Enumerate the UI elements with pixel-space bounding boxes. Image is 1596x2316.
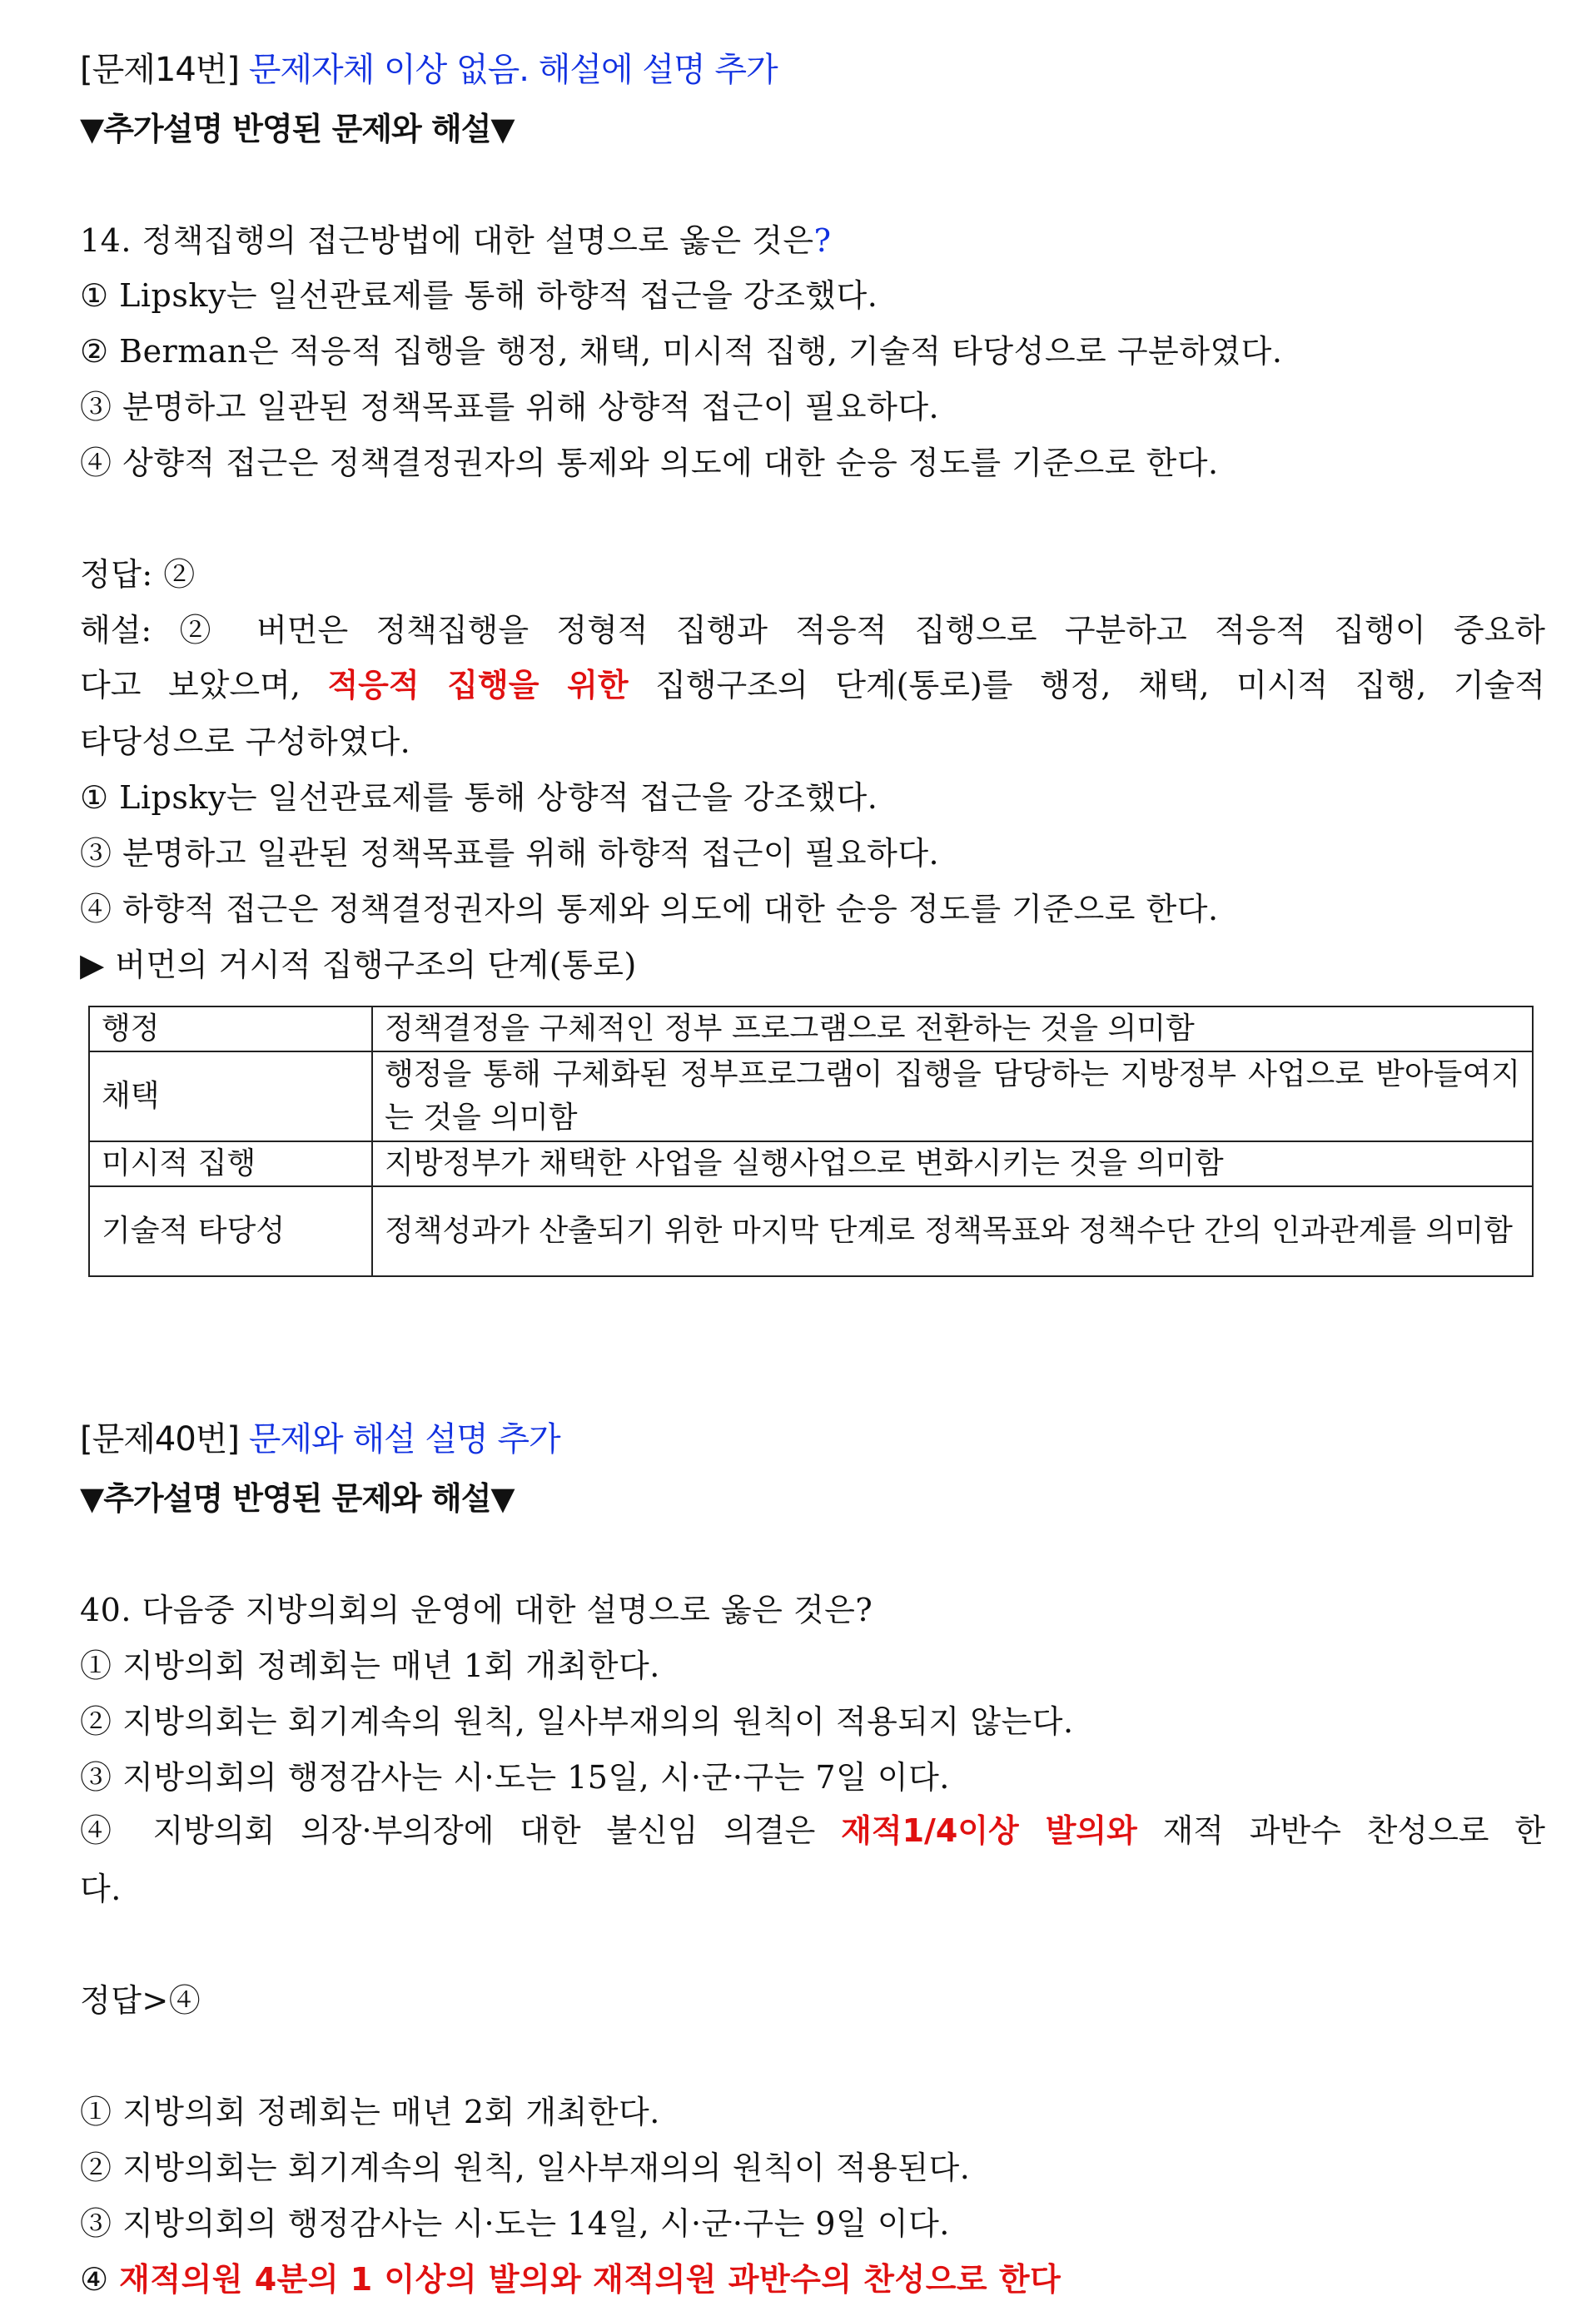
header-message: 문제자체 이상 없음. 해설에 설명 추가 <box>248 51 778 89</box>
answer-14: 정답: ② <box>80 556 196 593</box>
option-4-continued: 다. <box>80 1871 122 1907</box>
option-2: ② 지방의회는 회기계속의 원칙, 일사부재의의 원칙이 적용되지 않는다. <box>80 1703 1074 1740</box>
table-row <box>89 1006 1533 1051</box>
stage-description: 지방정부가 채택한 사업을 실행사업으로 변화시키는 것을 의미함 <box>372 1141 1533 1186</box>
explanation-line-3: 타당성으로 구성하였다. <box>80 723 411 760</box>
table-row <box>89 1051 1533 1141</box>
header-tag: [문제40번] <box>80 1420 240 1459</box>
option-3: ③ 지방의회의 행정감사는 시·도는 15일, 시·군·구는 7일 이다. <box>80 1759 950 1796</box>
explanation-line-1: 해설: ② 버먼은 정책집행을 정형적 집행과 적응적 집행으로 구분하고 적응적 집행이 중요하 <box>80 612 1545 649</box>
option-4: ④ 지방의회 의장·부의장에 대한 불신임 의결은 재적1/4이상 발의와 재적 과반수 찬성으로 한 <box>80 1812 1545 1849</box>
answer-40: 정답>④ <box>80 1982 201 2019</box>
berman-stages-table <box>88 1006 1534 1277</box>
correction-2: ② 지방의회는 회기계속의 원칙, 일사부재의의 원칙이 적용된다. <box>80 2150 971 2186</box>
header-tag: [문제14번] <box>80 51 240 89</box>
explanation-line-2: 다고 보았으며, 적응적 집행을 위한 집행구조의 단계(통로)를 행정, 채택, 미시적 집행, 기술적 <box>80 667 1545 703</box>
stage-name: 기술적 타당성 <box>89 1186 372 1276</box>
correction-4: ④ 하향적 접근은 정책결정권자의 통제와 의도에 대한 순응 정도를 기준으로 한다. <box>80 891 1219 927</box>
stage-name: 채택 <box>89 1051 372 1141</box>
stage-description: 행정을 통해 구체화된 정부프로그램이 집행을 담당하는 지방정부 사업으로 받아들여지는 것을 의미함 <box>372 1051 1533 1141</box>
correction-3: ③ 분명하고 일관된 정책목표를 위해 하향적 접근이 필요하다. <box>80 835 940 872</box>
option-2: ② Berman은 적응적 집행을 행정, 채택, 미시적 집행, 기술적 타당성으로 구분하였다. <box>80 333 1283 370</box>
stage-name: 미시적 집행 <box>89 1141 372 1186</box>
section-40-header <box>80 1413 560 1460</box>
option-3: ③ 분명하고 일관된 정책목표를 위해 상향적 접근이 필요하다. <box>80 389 940 425</box>
stage-description: 정책성과가 산출되기 위한 마지막 단계로 정책목표와 정책수단 간의 인과관계를 의미함 <box>372 1186 1533 1276</box>
table-row <box>89 1141 1533 1186</box>
table-row <box>89 1186 1533 1276</box>
table-title: ▶ 버먼의 거시적 집행구조의 단계(통로) <box>80 947 637 983</box>
correction-1: ① Lipsky는 일선관료제를 통해 상향적 접근을 강조했다. <box>80 779 878 816</box>
option-4: ④ 상향적 접근은 정책결정권자의 통제와 의도에 대한 순응 정도를 기준으로 한다. <box>80 445 1219 481</box>
subheader: ▼추가설명 반영된 문제와 해설▼ <box>80 111 515 147</box>
header-message: 문제와 해설 설명 추가 <box>248 1420 560 1459</box>
correction-4: ④ 재적의원 4분의 1 이상의 발의와 재적의원 과반수의 찬성으로 한다 <box>80 2261 1062 2298</box>
question-14: 14. 정책집행의 접근방법에 대한 설명으로 옳은 것은? <box>80 222 832 259</box>
option-1: ① 지방의회 정례회는 매년 1회 개최한다. <box>80 1648 660 1684</box>
correction-3: ③ 지방의회의 행정감사는 시·도는 14일, 시·군·구는 9일 이다. <box>80 2205 950 2242</box>
stage-name: 행정 <box>89 1006 372 1051</box>
section-14-header <box>80 43 778 91</box>
correction-1: ① 지방의회 정례회는 매년 2회 개최한다. <box>80 2094 660 2130</box>
stage-description: 정책결정을 구체적인 정부 프로그램으로 전환하는 것을 의미함 <box>372 1006 1533 1051</box>
question-40: 40. 다음중 지방의회의 운영에 대한 설명으로 옳은 것은? <box>80 1592 873 1628</box>
subheader: ▼추가설명 반영된 문제와 해설▼ <box>80 1480 515 1517</box>
option-1: ① Lipsky는 일선관료제를 통해 하향적 접근을 강조했다. <box>80 277 878 314</box>
